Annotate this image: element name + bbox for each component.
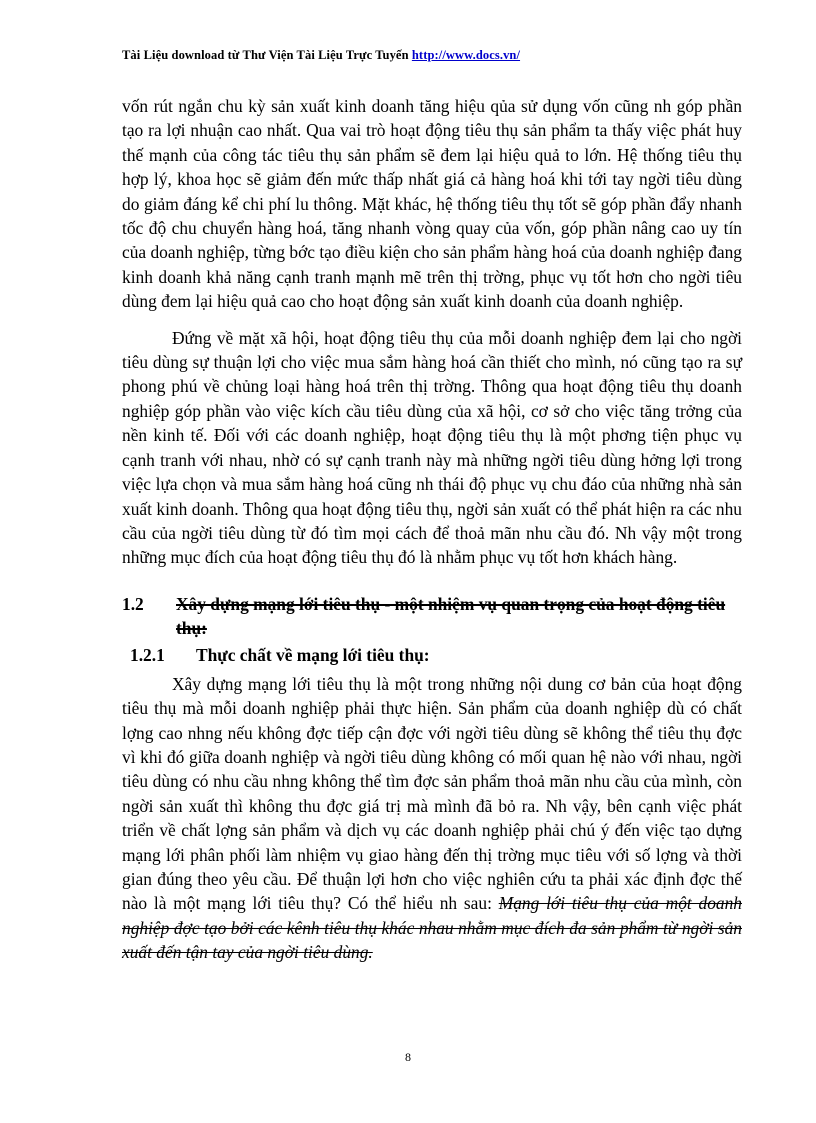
paragraph-3-italic-definition: Mạng lới tiêu thụ của một doanh nghiệp đợc tạo bởi các kênh tiêu thụ khác nhau nhằm mục đích đa sản phẩm từ ngời sản xuất đến tận tay của ngời tiêu dùng.	[122, 893, 742, 963]
paragraph-3	[122, 672, 742, 965]
section-heading-1-2	[122, 592, 742, 640]
header-text: Tài Liệu download từ Thư Viện Tài Liệu Trực Tuyến	[122, 48, 409, 62]
section-title: Xây dựng mạng lới tiêu thụ - một nhiệm vụ quan trọng của hoạt động tiêu thụ:	[176, 593, 726, 638]
paragraph-3-text: Xây dựng mạng lới tiêu thụ là một trong những nội dung cơ bản của hoạt động tiêu thụ mà mỗi doanh nghiệp phải thực hiện. Sản phẩm của doanh nghiệp dù có chất lợng cao nhng nếu không đợc tiếp cận đợc với ngời tiêu dùng sẽ không thể tiêu thụ đợc vì khi đó giữa doanh nghiệp và ngời tiêu dùng không có mối quan hệ nào với nhau, ngời tiêu dùng có nhu cầu nhng không thể tìm đợc sản phẩm thoả mãn nhu cầu của mình, còn ngời sản xuất thì không thu đợc giá trị mà mình đã bỏ ra. Nh vậy, bên cạnh việc phát triển về chất lợng sản phẩm và dịch vụ các doanh nghiệp phải chú ý đến việc tạo dựng mạng lới phân phối làm nhiệm vụ giao hàng đến thị trờng mục tiêu với số lợng và thời gian đúng theo yêu cầu. Để thuận lợi hơn cho việc nghiên cứu ta phải xác định đợc thế nào là một mạng lới tiêu thụ? Có thể hiểu nh sau:	[122, 673, 742, 914]
paragraph-2: Đứng về mặt xã hội, hoạt động tiêu thụ của mỗi doanh nghiệp đem lại cho ngời tiêu dùng sự thuận lợi cho việc mua sắm hàng hoá cần thiết cho mình, nó cũng tạo ra sự phong phú về chủng loại hàng hoá trên thị trờng. Thông qua hoạt động tiêu thụ doanh nghiệp góp phần vào việc kích cầu tiêu dùng của xã hội, cơ sở cho việc tăng trởng của nền kinh tế. Đối với các doanh nghiệp, hoạt động tiêu thụ là một phơng tiện phục vụ cạnh tranh với nhau, nhờ có sự cạnh tranh này mà những ngời tiêu dùng hởng lợi trong việc lựa chọn và mua sắm hàng hoá cũng nh thái độ phục vụ chu đáo của những nhà sản xuất kinh doanh. Thông qua hoạt động tiêu thụ, ngời sản xuất có thể phát hiện ra các nhu cầu của ngời tiêu dùng từ đó tìm mọi cách để thoả mãn nhu cầu đó. Nh vậy một trong những mục đích của hoạt động tiêu thụ đó là nhằm phục vụ tốt hơn khách hàng.	[122, 327, 742, 568]
subsection-title: Thực chất về mạng lới tiêu thụ:	[196, 644, 430, 665]
document-body	[122, 94, 742, 965]
page-header	[122, 48, 520, 63]
paragraph-1: vốn rút ngắn chu kỳ sản xuất kinh doanh tăng hiệu qủa sử dụng vốn cũng nh góp phần tạo ra lợi nhuận cao nhất. Qua vai trò hoạt động tiêu thụ sản phẩm ta thấy việc phát huy thế mạnh của công tác tiêu thụ sản phẩm sẽ đem lại hiệu quả to lớn. Hệ thống tiêu thụ hợp lý, khoa học sẽ giảm đến mức thấp nhất giá cả hàng hoá khi tới tay ngời tiêu dùng do giảm đáng kể chi phí lu thông. Mặt khác, hệ thống tiêu thụ tốt sẽ góp phần đẩy nhanh tốc độ chu chuyển hàng hoá, tăng nhanh vòng quay của vốn, góp phần nâng cao uy tín của doanh nghiệp, từng bớc tạo điều kiện cho sản phẩm hàng hoá của doanh nghiệp đang kinh doanh khả năng cạnh tranh mạnh mẽ trên thị trờng, phục vụ tốt hơn cho ngời tiêu dùng đem lại hiệu quả cao cho hoạt động sản xuất kinh doanh của doanh nghiệp.	[122, 96, 742, 312]
header-link[interactable]: http://www.docs.vn/	[411, 48, 521, 62]
subsection-number: 1.2.1	[130, 644, 165, 665]
subsection-heading-1-2-1	[130, 642, 742, 668]
page-number: 8	[405, 1050, 411, 1064]
section-number: 1.2	[122, 593, 144, 614]
